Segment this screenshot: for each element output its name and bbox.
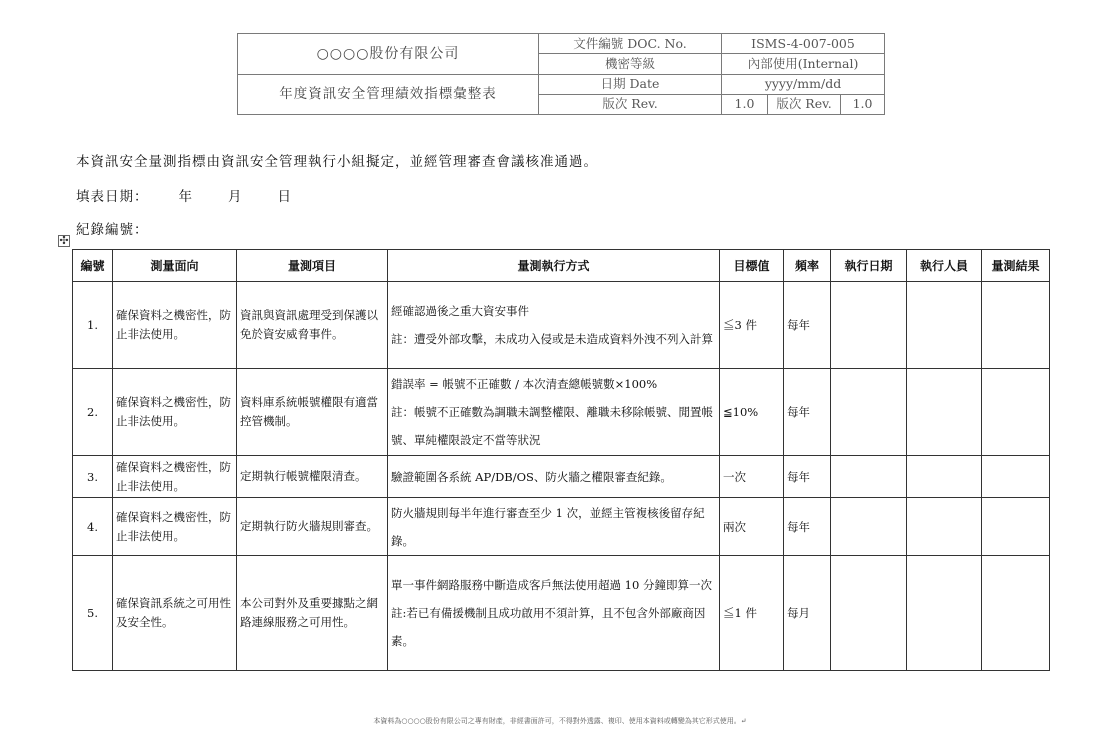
- header-item: 量測項目: [237, 250, 388, 282]
- row-result[interactable]: [982, 456, 1050, 498]
- header-no: 編號: [73, 250, 113, 282]
- row-executor[interactable]: [907, 498, 982, 556]
- header-target: 目標值: [720, 250, 784, 282]
- method-line: 單一事件網路服務中斷造成客戶無法使用超過 10 分鐘即算一次: [391, 578, 712, 592]
- year-label: 年: [178, 189, 193, 205]
- row-method: [388, 498, 720, 556]
- record-number-label: 紀錄編號：: [76, 222, 149, 238]
- row-executor[interactable]: [907, 456, 982, 498]
- method-line: 經確認過後之重大資安事件: [391, 304, 529, 318]
- row-number: 5.: [73, 556, 113, 671]
- table-row: [73, 282, 1050, 369]
- row-number: 4.: [73, 498, 113, 556]
- method-line: 驗證範圍各系統 AP/DB/OS、防火牆之權限審查紀錄。: [391, 469, 672, 484]
- row-result[interactable]: [982, 369, 1050, 456]
- row-item: 資訊與資訊處理受到保護以免於資安威脅事件。: [237, 282, 388, 369]
- month-label: 月: [228, 189, 243, 205]
- fill-date-line: [76, 185, 292, 205]
- row-exec-date[interactable]: [831, 456, 907, 498]
- move-anchor-icon[interactable]: ✣: [59, 234, 69, 247]
- doc-no-value: ISMS-4-007-005: [722, 34, 885, 54]
- row-target: ≦10%: [720, 369, 784, 456]
- table-header-row: [73, 250, 1050, 282]
- row-frequency: 每年: [784, 282, 831, 369]
- row-executor[interactable]: [907, 556, 982, 671]
- fill-date-label: 填表日期：: [76, 189, 149, 205]
- row-method: [388, 369, 720, 456]
- row-result[interactable]: [982, 498, 1050, 556]
- row-frequency: 每年: [784, 456, 831, 498]
- method-line: 錯誤率 = 帳號不正確數 / 本次清查總帳號數×100%: [391, 377, 658, 391]
- row-item: 本公司對外及重要據點之網路連線服務之可用性。: [237, 556, 388, 671]
- approval-statement: 本資訊安全量測指標由資訊安全管理執行小組擬定，並經管理審查會議核准通過。: [76, 154, 598, 170]
- row-aspect: 確保資訊系統之可用性及安全性。: [113, 556, 237, 671]
- row-target: ≦1 件: [720, 556, 784, 671]
- row-aspect: 確保資料之機密性，防止非法使用。: [113, 282, 237, 369]
- row-number: 3.: [73, 456, 113, 498]
- table-row: [73, 556, 1050, 671]
- row-exec-date[interactable]: [831, 498, 907, 556]
- revision-label-secondary: 版次 Rev.: [768, 94, 841, 114]
- row-target: 一次: [720, 456, 784, 498]
- method-note: 註：帳號不正確數為調職未調整權限、離職未移除帳號、閒置帳號、單純權限設定不當等狀況: [391, 405, 713, 447]
- row-target: 兩次: [720, 498, 784, 556]
- row-item: 定期執行帳號權限清查。: [237, 456, 388, 498]
- document-title: 年度資訊安全管理績效指標彙整表: [238, 74, 539, 115]
- row-number: 1.: [73, 282, 113, 369]
- row-executor[interactable]: [907, 282, 982, 369]
- table-row: [73, 498, 1050, 556]
- row-frequency: 每年: [784, 498, 831, 556]
- revision-value-secondary: 1.0: [841, 94, 885, 114]
- security-level-value: 內部使用(Internal): [722, 54, 885, 74]
- row-executor[interactable]: [907, 369, 982, 456]
- header-result: 量測結果: [982, 250, 1050, 282]
- header-method: 量測執行方式: [388, 250, 720, 282]
- date-value: yyyy/mm/dd: [722, 74, 885, 94]
- document-header: [237, 33, 885, 115]
- day-label: 日: [277, 189, 292, 205]
- kpi-table: [72, 249, 1050, 671]
- row-number: 2.: [73, 369, 113, 456]
- doc-no-label: 文件編號 DOC. No.: [539, 34, 722, 54]
- row-result[interactable]: [982, 282, 1050, 369]
- row-target: ≦3 件: [720, 282, 784, 369]
- security-level-label: 機密等級: [539, 54, 722, 74]
- header-frequency: 頻率: [784, 250, 831, 282]
- row-aspect: 確保資料之機密性，防止非法使用。: [113, 456, 237, 498]
- confidentiality-footer: 本資料為○○○○股份有限公司之專有財產，非經書面許可，不得對外透露、複印、使用本資料或轉變為其它形式使用。↵: [373, 717, 747, 725]
- row-exec-date[interactable]: [831, 369, 907, 456]
- method-line: 防火牆規則每半年進行審查至少 1 次，並經主管複核後留存紀錄。: [391, 505, 705, 548]
- revision-label: 版次 Rev.: [539, 94, 722, 114]
- row-frequency: 每月: [784, 556, 831, 671]
- row-method: [388, 556, 720, 671]
- table-row: [73, 456, 1050, 498]
- row-aspect: 確保資料之機密性，防止非法使用。: [113, 369, 237, 456]
- row-result[interactable]: [982, 556, 1050, 671]
- revision-value: 1.0: [722, 94, 768, 114]
- row-exec-date[interactable]: [831, 282, 907, 369]
- date-label: 日期 Date: [539, 74, 722, 94]
- method-note: 註：遭受外部攻擊，未成功入侵或是未造成資料外洩不列入計算: [391, 332, 713, 346]
- row-item: 資料庫系統帳號權限有適當控管機制。: [237, 369, 388, 456]
- row-exec-date[interactable]: [831, 556, 907, 671]
- method-note: 註:若已有備援機制且成功啟用不須計算，且不包含外部廠商因素。: [391, 606, 706, 648]
- row-aspect: 確保資料之機密性，防止非法使用。: [113, 498, 237, 556]
- header-aspect: 測量面向: [113, 250, 237, 282]
- company-name: ○○○○股份有限公司: [238, 34, 539, 75]
- row-method: [388, 456, 720, 498]
- table-row: [73, 369, 1050, 456]
- header-exec-date: 執行日期: [831, 250, 907, 282]
- row-method: [388, 282, 720, 369]
- header-executor: 執行人員: [907, 250, 982, 282]
- row-item: 定期執行防火牆規則審查。: [237, 498, 388, 556]
- row-frequency: 每年: [784, 369, 831, 456]
